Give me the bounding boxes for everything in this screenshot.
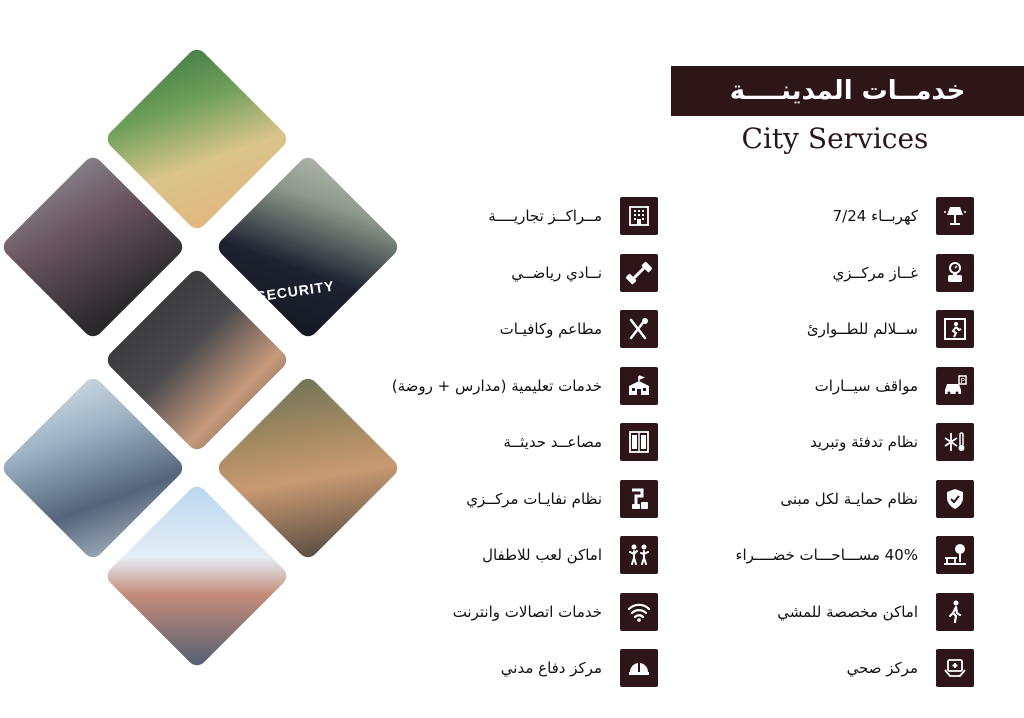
service-label: نظام نفايـات مركــزي: [466, 489, 602, 508]
dumbbell-icon: [620, 254, 658, 292]
waste-pipe-icon: [620, 480, 658, 518]
school-icon: [620, 367, 658, 405]
kids-play-icon: [620, 536, 658, 574]
helmet-icon: [620, 649, 658, 687]
gas-meter-icon: [936, 254, 974, 292]
elevator-icon: [620, 423, 658, 461]
service-label: مطاعم وكافيـات: [499, 320, 602, 339]
service-item: [320, 301, 658, 358]
service-item: [320, 584, 658, 641]
title-banner: [671, 66, 1024, 116]
page-title-english: City Services: [741, 122, 929, 155]
service-label: خدمات اتصالات وانترنت: [452, 602, 602, 621]
service-label: اماكن مخصصة للمشي: [777, 602, 918, 621]
service-label: 40% مســـاحـــات خضــــراء: [735, 546, 918, 565]
service-label: نظام تدفئة وتبريد: [810, 433, 918, 452]
walking-icon: [936, 593, 974, 631]
medical-kit-icon: [936, 649, 974, 687]
security-patch-text: SECURITY: [255, 277, 336, 305]
service-label: غــاز مركــزي: [832, 263, 918, 282]
parking-icon: [936, 367, 974, 405]
building-icon: [620, 197, 658, 235]
shield-icon: [936, 480, 974, 518]
service-item: [320, 527, 658, 584]
service-item: [320, 188, 658, 245]
service-label: مركز صحي: [846, 659, 918, 678]
park-bench-icon: [936, 536, 974, 574]
emergency-exit-icon: [936, 310, 974, 348]
lamp-icon: [936, 197, 974, 235]
service-label: مواقف سيــارات: [814, 376, 918, 395]
service-label: نظام حمايـة لكل مبنى: [780, 489, 918, 508]
hvac-icon: [936, 423, 974, 461]
service-item: [320, 414, 658, 471]
svg-text:P: P: [960, 376, 965, 385]
service-item: [320, 358, 658, 415]
service-item: [320, 471, 658, 528]
wifi-icon: [620, 593, 658, 631]
service-label: ســلالم للطــوارئ: [806, 320, 918, 339]
service-label: كهربــاء 7/24: [832, 207, 918, 226]
page-title-arabic: خدمــات المدينــــة: [729, 76, 966, 106]
service-item: [320, 640, 658, 697]
cutlery-icon: [620, 310, 658, 348]
services-left-column: [320, 188, 658, 697]
service-label: خدمات تعليمية (مدارس + روضة): [391, 376, 602, 395]
service-label: مركز دفاع مدني: [500, 659, 602, 678]
service-label: نــادي رياضــي: [511, 263, 602, 282]
service-label: مــراكــز تجاريــــة: [488, 207, 602, 226]
service-label: اماكن لعب للاطفال: [482, 546, 602, 565]
service-item: [320, 245, 658, 302]
service-label: مصاعــد حديثــة: [503, 433, 602, 452]
